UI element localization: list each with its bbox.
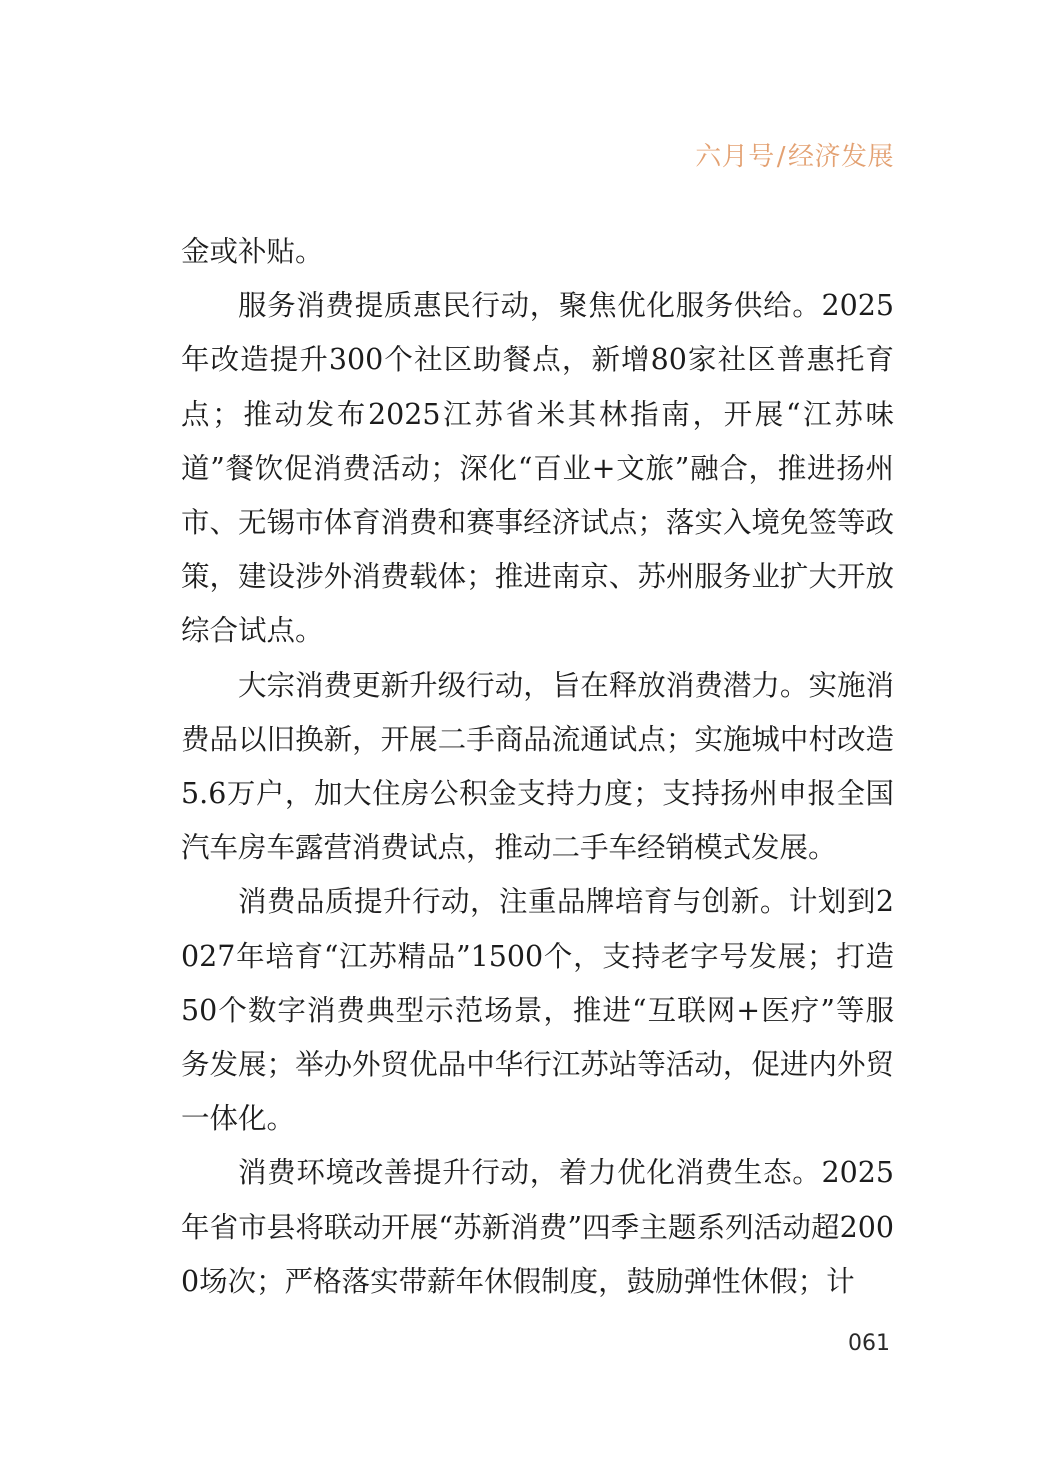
running-header — [695, 136, 894, 173]
header-section: 经济发展 — [787, 142, 894, 172]
header-separator: / — [776, 142, 786, 172]
paragraph-consumer-goods-quality: 消费品质提升行动，注重品牌培育与创新。计划到2027年培育“江苏精品”1500个，支持老字号发展；打造50个数字消费典型示范场景，推进“互联网+医疗”等服务发展；举办外贸优品中华行江苏站等活动，促进内外贸一体化。 — [181, 885, 894, 1136]
paragraph-continuation: 金或补贴。 — [181, 235, 324, 268]
page-number: 061 — [848, 1331, 890, 1356]
article-body — [181, 225, 894, 1309]
paragraph-service-consumption: 服务消费提质惠民行动，聚焦优化服务供给。2025年改造提升300个社区助餐点，新增80家社区普惠托育点；推动发布2025江苏省米其林指南，开展“江苏味道”餐饮促消费活动；深化“百业+文旅”融合，推进扬州市、无锡市体育消费和赛事经济试点；落实入境免签等政策，建设涉外消费载体；推进南京、苏州服务业扩大开放综合试点。 — [181, 289, 894, 648]
paragraph-consumption-environment: 消费环境改善提升行动，着力优化消费生态。2025年省市县将联动开展“苏新消费”四季主题系列活动超2000场次；严格落实带薪年休假制度，鼓励弹性休假；计 — [181, 1156, 894, 1298]
header-issue: 六月号 — [695, 142, 775, 172]
paragraph-bulk-consumption: 大宗消费更新升级行动，旨在释放消费潜力。实施消费品以旧换新，开展二手商品流通试点；实施城中村改造5.6万户，加大住房公积金支持力度；支持扬州申报全国汽车房车露营消费试点，推动二手车经销模式发展。 — [181, 668, 894, 865]
